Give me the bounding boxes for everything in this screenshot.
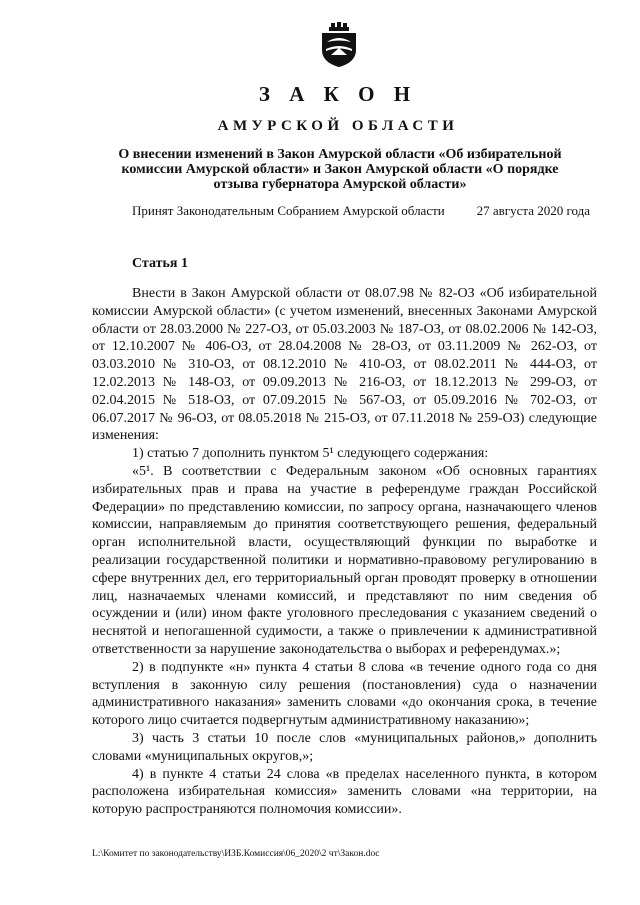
paragraph: 3) часть 3 статьи 10 после слов «муниципальных районов,» дополнить словами «муниципальных округов,»;	[92, 730, 597, 764]
article-heading: Статья 1	[132, 256, 188, 271]
paragraph: Внести в Закон Амурской области от 08.07.98 № 82-ОЗ «Об избирательной комиссии Амурской области» (с учетом изменений, внесенных Законами Амурской области от 28.03.2000 № 227-ОЗ, от 05.03.2003 № 187-ОЗ, от 08.02.2006 № 142-ОЗ, от 12.10.2007 № 406-ОЗ, от 28.04.2008 № 28-ОЗ, от 03.11.2009 № 262-ОЗ, от 03.03.2010 № 310-ОЗ, от 08.12.2010 № 410-ОЗ, от 08.02.2011 № 444-ОЗ, от 12.02.2013 № 148-ОЗ, от 09.09.2013 № 216-ОЗ, от 18.12.2013 № 299-ОЗ, от 02.04.2015 № 518-ОЗ, от 07.09.2015 № 567-ОЗ, от 05.09.2016 № 702-ОЗ, от 06.07.2017 № 96-ОЗ, от 08.05.2018 № 215-ОЗ, от 07.11.2018 № 259-ОЗ) следующие изменения:	[92, 286, 597, 444]
coat-of-arms-icon	[319, 22, 359, 68]
paragraph: 2) в подпункте «н» пункта 4 статьи 8 слова «в течение одного года со дня вступления в законную силу решения (постановления) суда о назначении административного наказания» заменить словами «до окончания срока, в течение которого лицо считается подвергнутым административному наказанию»;	[92, 659, 597, 729]
adoption-date: 27 августа 2020 года	[476, 203, 590, 218]
paragraph: 1) статью 7 дополнить пунктом 5¹ следующего содержания:	[132, 446, 489, 462]
article-body	[92, 285, 597, 819]
paragraph: 4) в пункте 4 статьи 24 слова «в пределах населенного пункта, в котором расположена избирательная комиссия» заменить словами «на территории, на которую распространяются полномочия комиссии».	[92, 766, 597, 818]
paragraph: «5¹. В соответствии с Федеральным законом «Об основных гарантиях избирательных прав и права на участие в референдуме граждан Российской Федерации» по представлению комиссии, по запросу органа, назначающего членов комиссии, направляемым до принятия соответствующего решения, федеральный орган исполнительной власти, осуществляющий функции по выработке и реализации государственной политики и нормативно-правовому регулированию в сфере внутренних дел, его территориальный орган проводят проверку в отношении лиц, назначаемых членами комиссий, и представляют по ним сведения об осуждении и (или) ином факте уголовного преследования с указанием сведений о неснятой и непогашенной судимости, а также о привлечении к административной ответственности за нарушение законодательства о выборах и референдумах.»;	[92, 463, 597, 657]
adoption-line	[132, 203, 590, 219]
document-type-title: З А К О Н	[258, 82, 418, 106]
law-title: О внесении изменений в Закон Амурской области «Об избирательной комиссии Амурской области» и Закон Амурской области «О порядке отзыва губернатора Амурской области»	[118, 147, 562, 192]
file-path-footer: L:\Комитет по законодательству\ИЗБ.Комиссия\06_2020\2 чт\Закон.doc	[92, 849, 380, 859]
region-title: АМУРСКОЙ ОБЛАСТИ	[217, 118, 459, 134]
adoption-text: Принят Законодательным Собранием Амурской области	[132, 203, 445, 218]
